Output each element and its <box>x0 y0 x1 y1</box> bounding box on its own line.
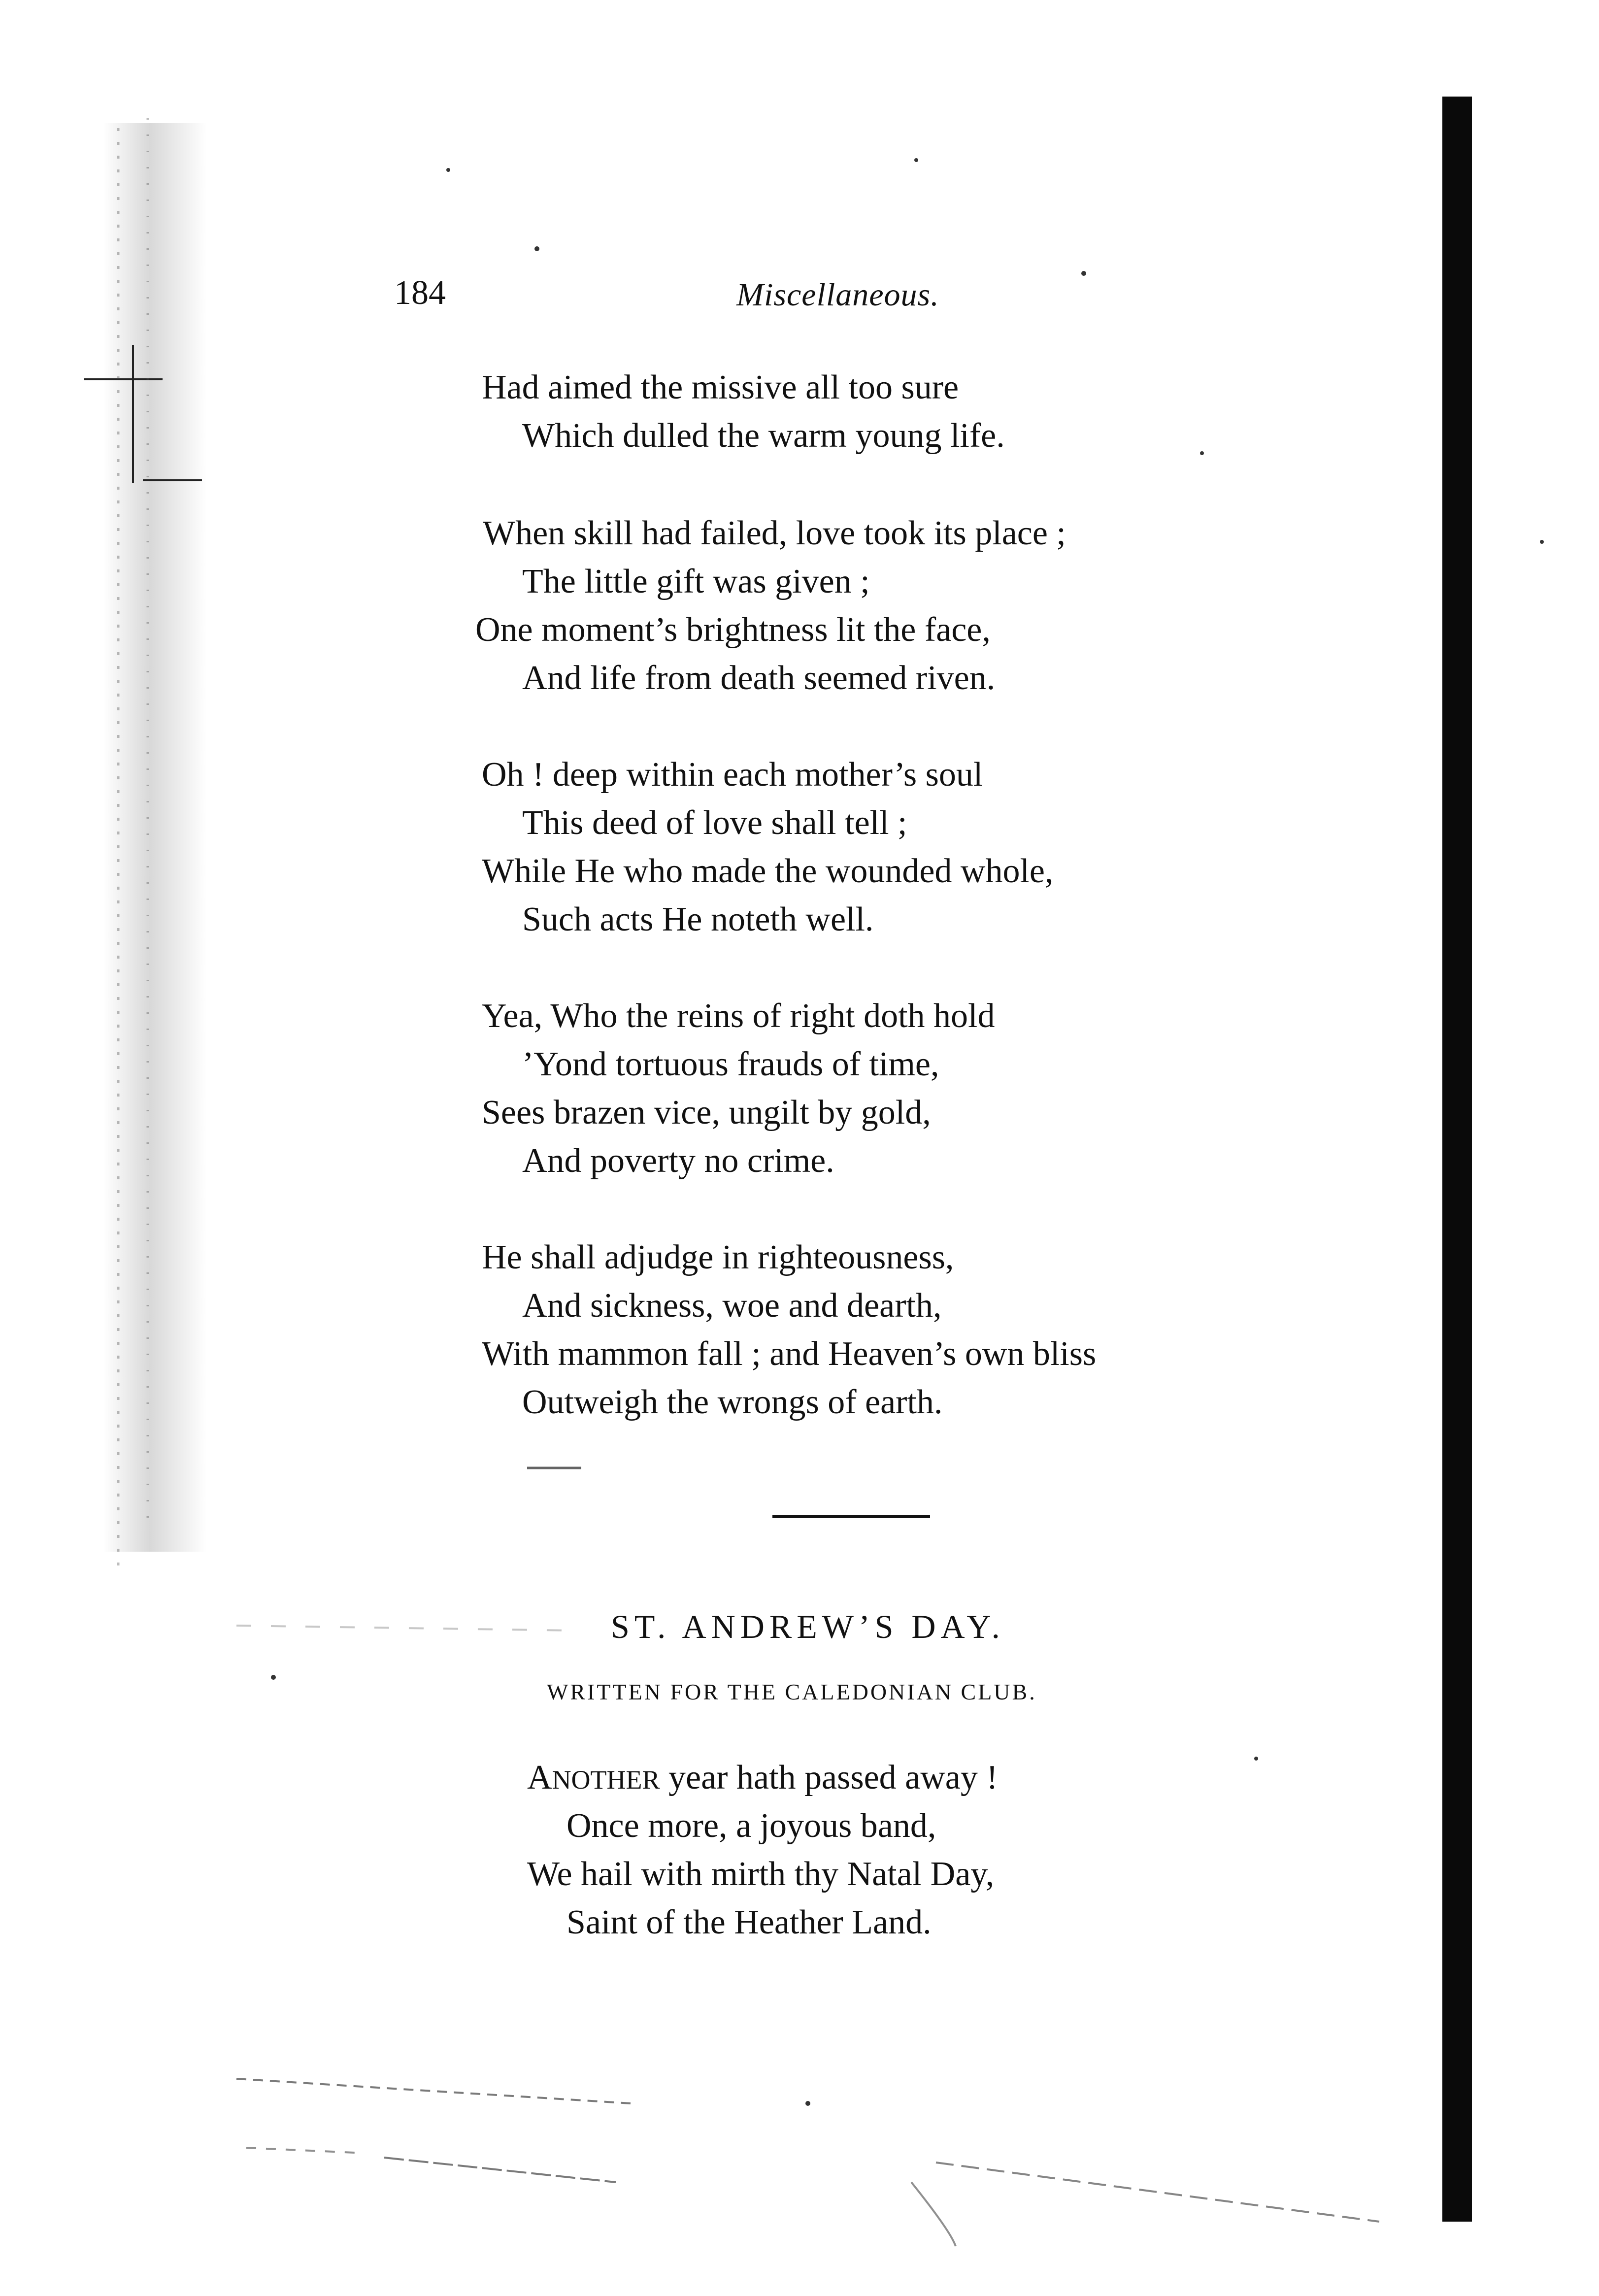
poem-line: Once more, a joyous band, <box>566 1807 936 1845</box>
section-divider <box>772 1515 930 1518</box>
poem-subtitle: WRITTEN FOR THE CALEDONIAN CLUB. <box>547 1679 1037 1704</box>
running-head: Miscellaneous. <box>736 277 939 313</box>
poem-line: The little gift was given ; <box>522 563 870 600</box>
first-word-initial: A <box>527 1759 552 1797</box>
page-number: 184 <box>394 274 446 312</box>
poem-line: And sickness, woe and dearth, <box>522 1287 942 1325</box>
poem-title: ST. ANDREW’S DAY. <box>611 1608 1005 1645</box>
poem-line: Outweigh the wrongs of earth. <box>522 1383 943 1421</box>
poem-line: Which dulled the warm young life. <box>522 417 1005 455</box>
poem-line: Such acts He noteth well. <box>522 900 874 938</box>
first-word-rest: NOTHER <box>552 1765 660 1795</box>
poem-line: This deed of love shall tell ; <box>522 804 907 842</box>
poem-line: ’Yond tortuous frauds of time, <box>522 1045 939 1083</box>
poem-line: And life from death seemed riven. <box>522 659 996 697</box>
poem-line: One moment’s brightness lit the face, <box>475 611 991 649</box>
poem-line: We hail with mirth thy Natal Day, <box>527 1855 995 1893</box>
first-line-rest: year hath passed away ! <box>660 1759 998 1797</box>
poem-line: Oh ! deep within each mother’s soul <box>482 756 983 794</box>
poem-line: Yea, Who the reins of right doth hold <box>482 997 995 1035</box>
poem-line: And poverty no crime. <box>522 1142 834 1180</box>
poem-line: Sees brazen vice, ungilt by gold, <box>482 1094 931 1131</box>
poem-line: Saint of the Heather Land. <box>566 1903 932 1941</box>
poem-line: When skill had failed, love took its place ; <box>483 514 1066 552</box>
poem-line: He shall adjudge in righteousness, <box>482 1238 954 1276</box>
poem-line: While He who made the wounded whole, <box>482 852 1054 890</box>
poem-first-line <box>527 1761 998 1795</box>
poem-line: Had aimed the missive all too sure <box>482 368 959 406</box>
poem-line: With mammon fall ; and Heaven’s own bliss <box>482 1335 1097 1373</box>
